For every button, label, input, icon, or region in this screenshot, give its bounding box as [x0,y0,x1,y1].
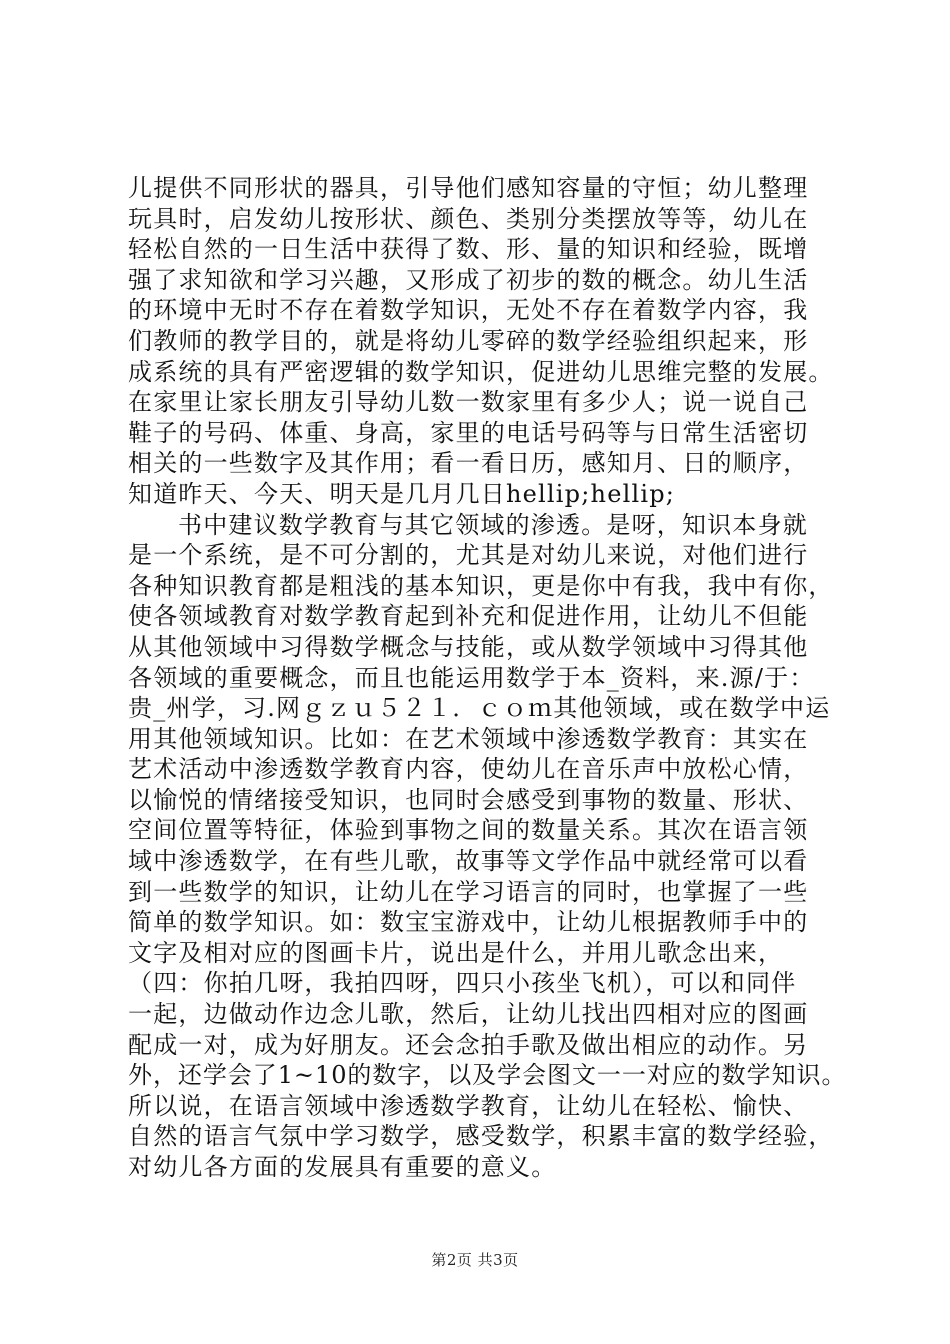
text-line: 儿提供不同形状的器具，引导他们感知容量的守恒；幼儿整理 [128,174,809,202]
text-line: 所以说，在语言领域中渗透数学教育，让幼儿在轻松、愉快、 [128,1091,809,1120]
text-line: 知道昨天、今天、明天是几月几日hellip;hellip; [128,479,676,508]
text-line: 到一些数学的知识，让幼儿在学习语言的同时，也掌握了一些 [128,877,809,906]
text-line: 相关的一些数字及其作用；看一看日历，感知月、日的顺序， [128,449,809,478]
text-line: 各种知识教育都是粗浅的基本知识，更是你中有我，我中有你， [128,571,834,600]
text-line: 们教师的教学目的，就是将幼儿零碎的数学经验组织起来，形 [128,326,809,355]
text-line: 以愉悦的情绪接受知识，也同时会感受到事物的数量、形状、 [128,785,809,814]
body-text [128,173,848,1183]
text-line: 各领域的重要概念，而且也能运用数学于本_资料，来.源/于： [128,663,815,692]
text-line: 用其他领域知识。比如：在艺术领域中渗透数学教育：其实在 [128,724,809,753]
paragraph-start-line: 书中建议数学教育与其它领域的渗透。是呀，知识本身就 [178,510,808,539]
text-line: 文字及相对应的图画卡片，说出是什么，并用儿歌念出来， [128,938,784,967]
text-line: 对幼儿各方面的发展具有重要的意义。 [128,1153,557,1181]
text-line: 简单的数学知识。如：数宝宝游戏中，让幼儿根据教师手中的 [128,908,809,937]
text-line: （四：你拍几呀，我拍四呀，四只小孩坐飞机），可以和同伴 [128,969,797,998]
text-line: 一起，边做动作边念儿歌，然后，让幼儿找出四相对应的图画 [128,1000,809,1029]
text-line: 玩具时，启发幼儿按形状、颜色、类别分类摆放等等，幼儿在 [128,204,809,233]
text-line: 成系统的具有严密逻辑的数学知识，促进幼儿思维完整的发展。 [128,357,834,386]
text-line: 强了求知欲和学习兴趣，又形成了初步的数的概念。幼儿生活 [128,265,809,294]
text-line: 艺术活动中渗透数学教育内容，使幼儿在音乐声中放松心情， [128,755,809,784]
text-line: 空间位置等特征，体验到事物之间的数量关系。其次在语言领 [128,816,809,845]
text-line: 的环境中无时不存在着数学知识，无处不存在着数学内容，我 [128,296,809,325]
text-line: 在家里让家长朋友引导幼儿数一数家里有多少人；说一说自己 [128,388,809,417]
text-line: 贵_州学，习.网ｇｚｕ５２１．ｃｏｍ其他领域，或在数学中运 [128,694,831,723]
text-line: 配成一对，成为好朋友。还会念拍手歌及做出相应的动作。另 [128,1030,809,1059]
page-number-footer: 第2页 共3页 [431,1251,519,1269]
text-line: 轻松自然的一日生活中获得了数、形、量的知识和经验，既增 [128,235,809,264]
text-line: 从其他领域中习得数学概念与技能，或从数学领域中习得其他 [128,632,809,661]
text-line: 外，还学会了1~10的数字，以及学会图文一一对应的数学知识。 [128,1061,847,1090]
text-line: 是一个系统，是不可分割的，尤其是对幼儿来说，对他们进行 [128,541,809,570]
text-line: 域中渗透数学，在有些儿歌，故事等文学作品中就经常可以看 [128,847,809,876]
text-line: 自然的语言气氛中学习数学，感受数学，积累丰富的数学经验， [128,1122,834,1151]
text-line: 鞋子的号码、体重、身高，家里的电话号码等与日常生活密切 [128,418,809,447]
text-line: 使各领域教育对数学教育起到补充和促进作用，让幼儿不但能 [128,602,809,631]
